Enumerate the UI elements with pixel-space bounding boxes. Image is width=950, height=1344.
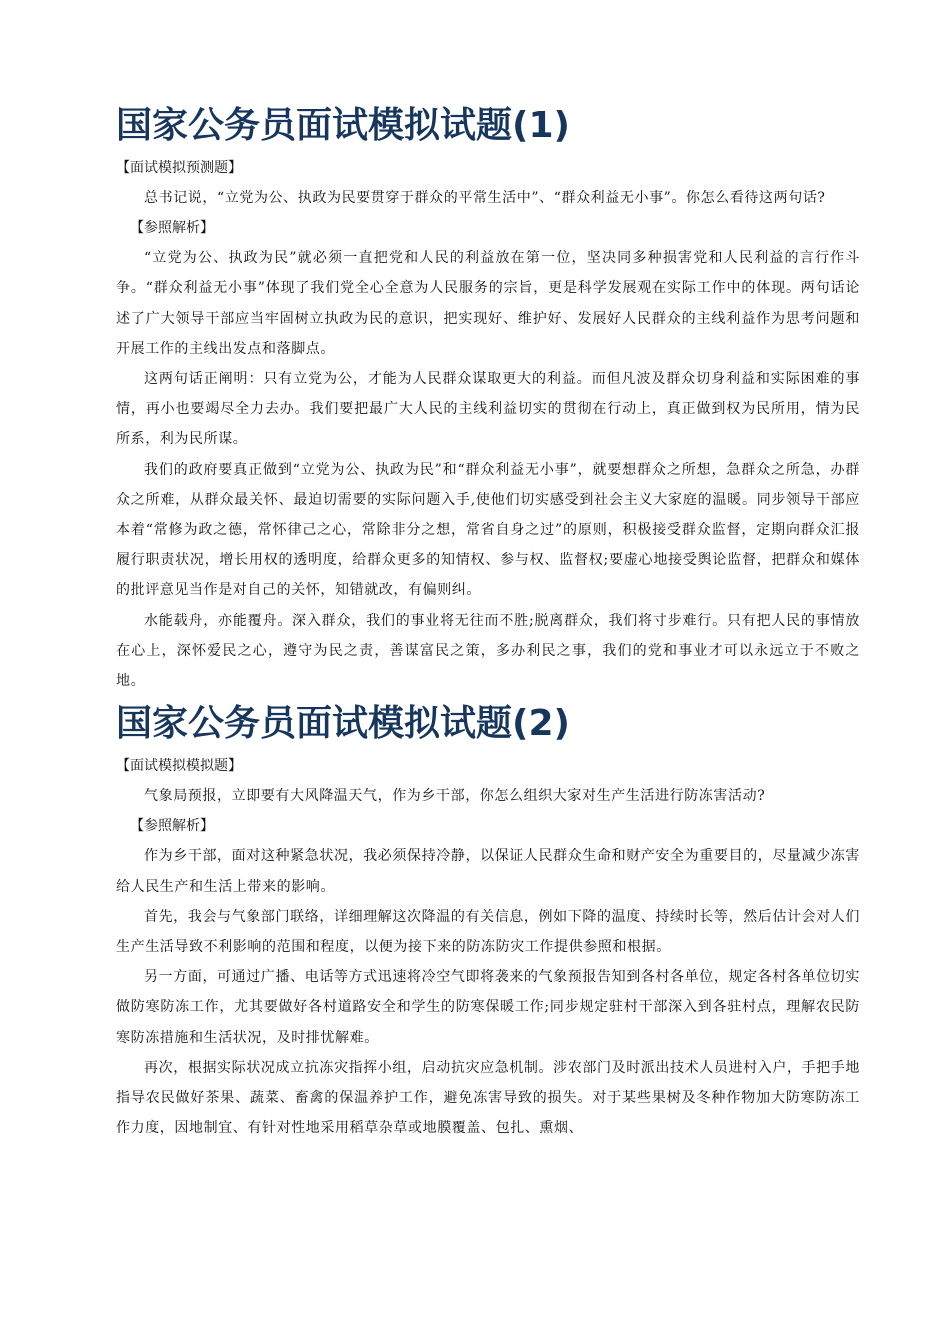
section-title: 国家公务员面试模拟试题(2) bbox=[116, 703, 570, 745]
section-1 bbox=[116, 102, 860, 696]
analysis-paragraph: 这两句话正阐明：只有立党为公，才能为人民群众谋取更大的利益。而但凡波及群众切身利益和实际困难的事情，再小也要竭尽全力去办。我们要把最广大人民的主线利益切实的贯彻在行动上，真正做到权为民所用，情为民所系，利为民所谋。 bbox=[116, 371, 860, 448]
section-title: 国家公务员面试模拟试题(1) bbox=[116, 105, 570, 146]
question-label: 【面试模拟预测题】 bbox=[116, 160, 242, 176]
question-text: 总书记说，“立党为公、执政为民要贯穿于群众的平常生活中”、“群众利益无小事”。你怎么看待这两句话? bbox=[144, 190, 826, 206]
analysis-paragraph: 另一方面，可通过广播、电话等方式迅速将冷空气即将袭来的气象预报告知到各村各单位，规定各村各单位切实做防寒防冻工作，尤其要做好各村道路安全和学生的防寒保暖工作;同步规定驻村干部深入到各驻村点，理解农民防寒防冻措施和生活状况，及时排忧解难。 bbox=[116, 969, 860, 1046]
document-page bbox=[116, 0, 860, 1143]
analysis-paragraph: “立党为公、执政为民”就必须一直把党和人民的利益放在第一位，坚决同多种损害党和人民利益的言行作斗争。“群众利益无小事”体现了我们党全心全意为人民服务的宗旨，更是科学发展观在实际工作中的体现。两句话论述了广大领导干部应当牢固树立执政为民的意识，把实现好、维护好、发展好人民群众的主线利益作为思考问题和开展工作的主线出发点和落脚点。 bbox=[116, 250, 860, 357]
analysis-paragraph: 再次，根据实际状况成立抗冻灾指挥小组，启动抗灾应急机制。涉农部门及时派出技术人员进村入户，手把手地指导农民做好茶果、蔬菜、畜禽的保温养护工作，避免冻害导致的损失。对于某些果树及冬种作物加大防寒防冻工作力度，因地制宜、有针对性地采用稻草杂草或地膜覆盖、包扎、熏烟、 bbox=[116, 1059, 860, 1137]
section-2 bbox=[116, 700, 860, 1143]
analysis-label: 【参照解析】 bbox=[130, 818, 214, 835]
analysis-label: 【参照解析】 bbox=[130, 220, 214, 237]
analysis-paragraph: 作为乡干部，面对这种紧急状况，我必须保持冷静，以保证人民群众生命和财产安全为重要目的，尽量减少冻害给人民生产和生活上带来的影响。 bbox=[116, 848, 860, 895]
analysis-paragraph: 我们的政府要真正做到“立党为公、执政为民”和“群众利益无小事”，就要想群众之所想，急群众之所急，办群众之所难，从群众最关怀、最迫切需要的实际问题入手,使他们切实感受到社会主义大家庭的温暖。同步领导干部应本着“常修为政之德，常怀律己之心，常除非分之想，常省自身之过”的原则，积极接受群众监督，定期向群众汇报履行职责状况，增长用权的透明度，给群众更多的知情权、参与权、监督权;要虚心地接受舆论监督，把群众和媒体的批评意见当作是对自己的关怀，知错就改，有偏则纠。 bbox=[116, 461, 860, 599]
analysis-paragraph: 首先，我会与气象部门联络，详细理解这次降温的有关信息，例如下降的温度、持续时长等，然后估计会对人们生产生活导致不利影响的范围和程度，以便为接下来的防冻防灾工作提供参照和根据。 bbox=[116, 908, 860, 956]
question-text: 气象局预报，立即要有大风降温天气，作为乡干部，你怎么组织大家对生产生活进行防冻害活动? bbox=[144, 788, 766, 805]
question-label: 【面试模拟模拟题】 bbox=[116, 758, 242, 775]
analysis-paragraph: 水能载舟，亦能覆舟。深入群众，我们的事业将无往而不胜;脱离群众，我们将寸步难行。只有把人民的事情放在心上，深怀爱民之心，遵守为民之责，善谋富民之策，多办利民之事，我们的党和事业才可以永远立于不败之地。 bbox=[116, 612, 860, 690]
